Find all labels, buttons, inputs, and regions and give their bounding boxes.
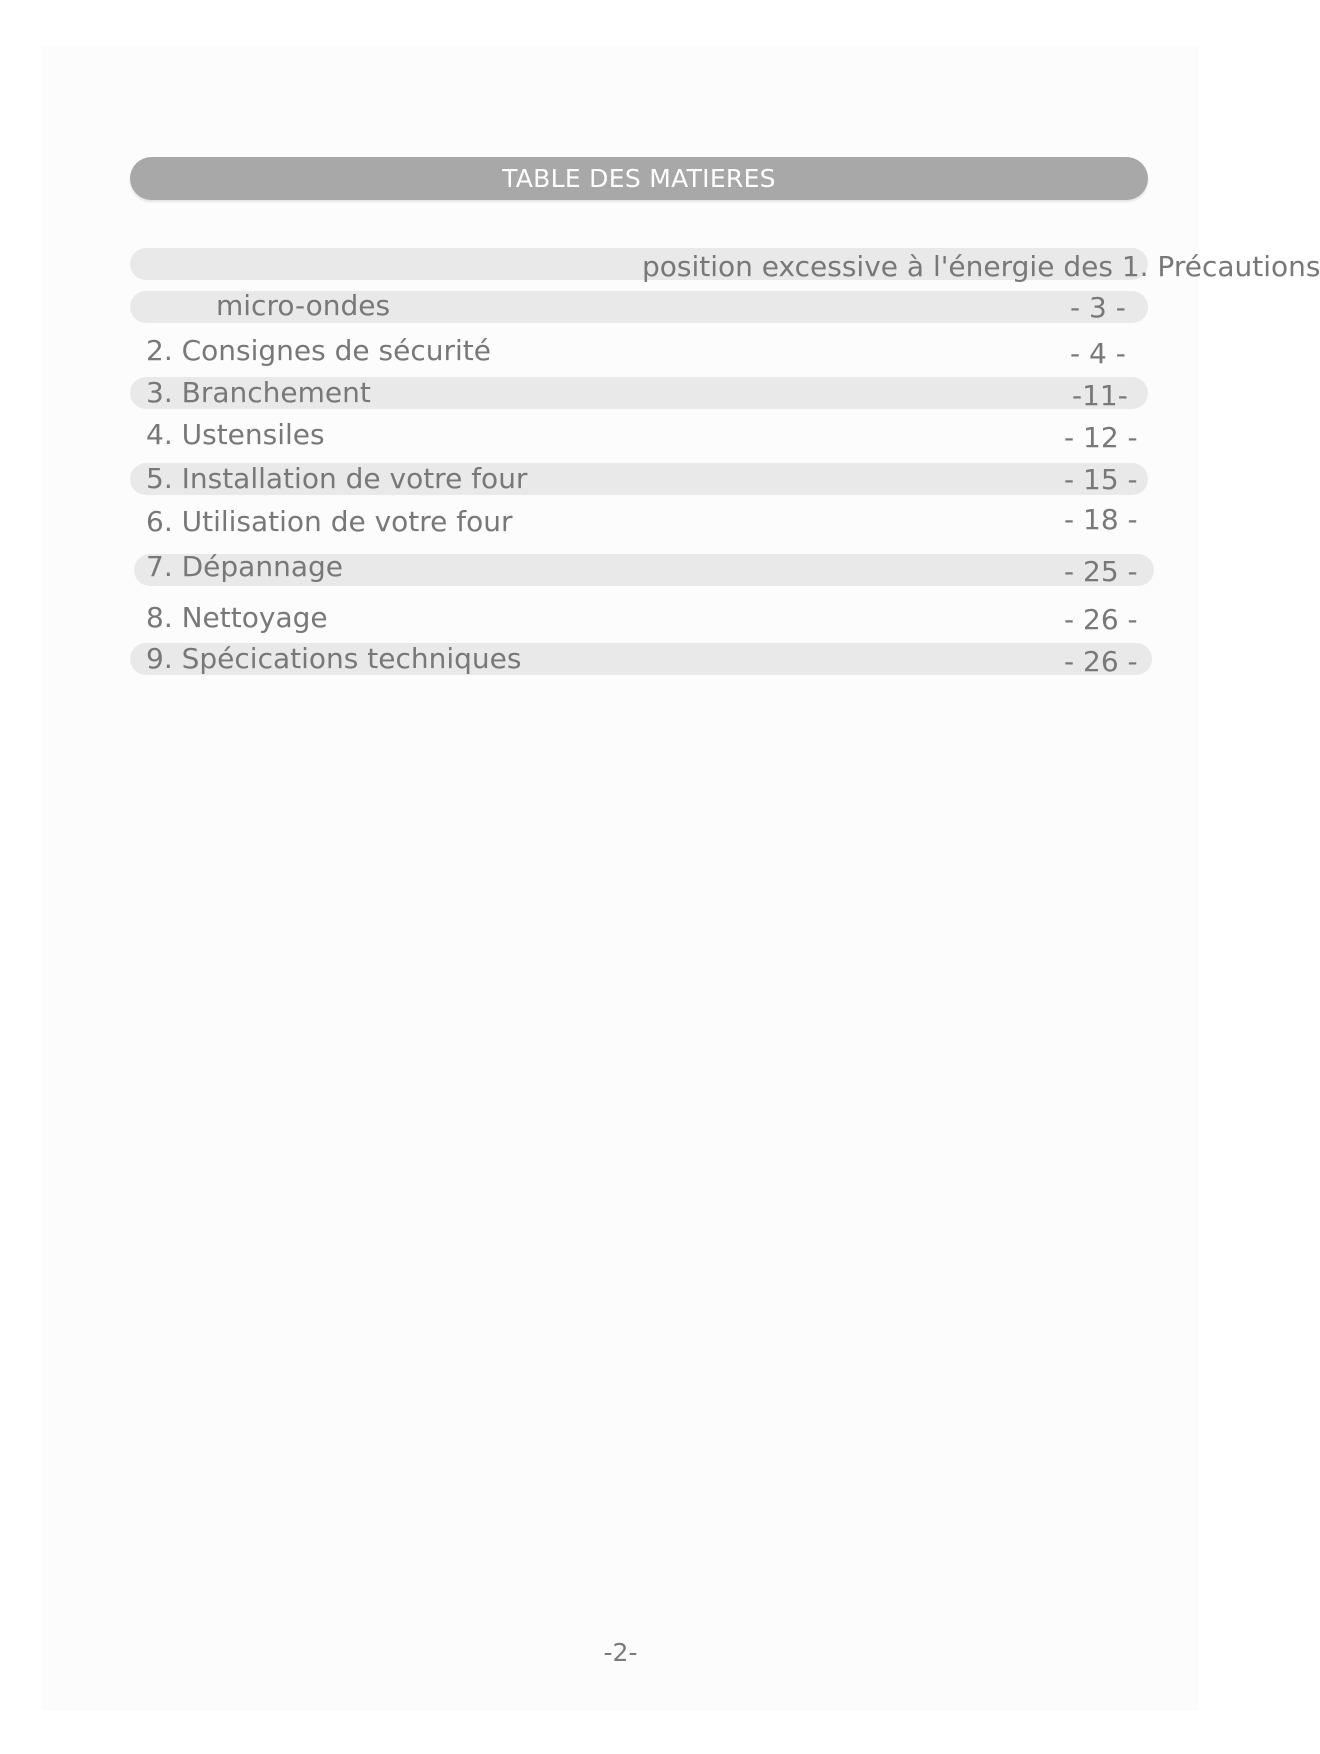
toc-entry-8-page: - 26 -	[1064, 603, 1138, 636]
toc-entry-1-line1: position excessive à l'énergie des 1. Précautions	[642, 250, 1320, 283]
toc-entry-5-page: - 15 -	[1064, 463, 1138, 496]
toc-entry-4-page: - 12 -	[1064, 421, 1138, 454]
toc-entry-7-page: - 25 -	[1064, 555, 1138, 588]
toc-entry-8: 8. Nettoyage	[146, 601, 328, 634]
toc-title: TABLE DES MATIERES	[502, 164, 776, 193]
toc-entry-9-page: - 26 -	[1064, 645, 1138, 678]
toc-entry-1-page: - 3 -	[1070, 291, 1126, 324]
toc-entry-1-line1-clip	[130, 245, 1320, 285]
toc-entry-7: 7. Dépannage	[146, 550, 343, 583]
toc-entry-6: 6. Utilisation de votre four	[146, 505, 513, 538]
toc-entry-2-page: - 4 -	[1070, 337, 1126, 370]
toc-entry-3: 3. Branchement	[146, 376, 371, 409]
toc-entry-5: 5. Installation de votre four	[146, 462, 528, 495]
toc-entry-1-line2: micro-ondes	[216, 289, 391, 322]
toc-entry-3-page: -11-	[1072, 379, 1128, 412]
toc-entry-4: 4. Ustensiles	[146, 418, 325, 451]
toc-title-bar	[130, 157, 1148, 200]
toc-entry-9: 9. Spécications techniques	[146, 642, 522, 675]
toc-entry-6-page: - 18 -	[1064, 503, 1138, 536]
toc-entry-2: 2. Consignes de sécurité	[146, 334, 491, 367]
page-number: -2-	[603, 1638, 638, 1667]
